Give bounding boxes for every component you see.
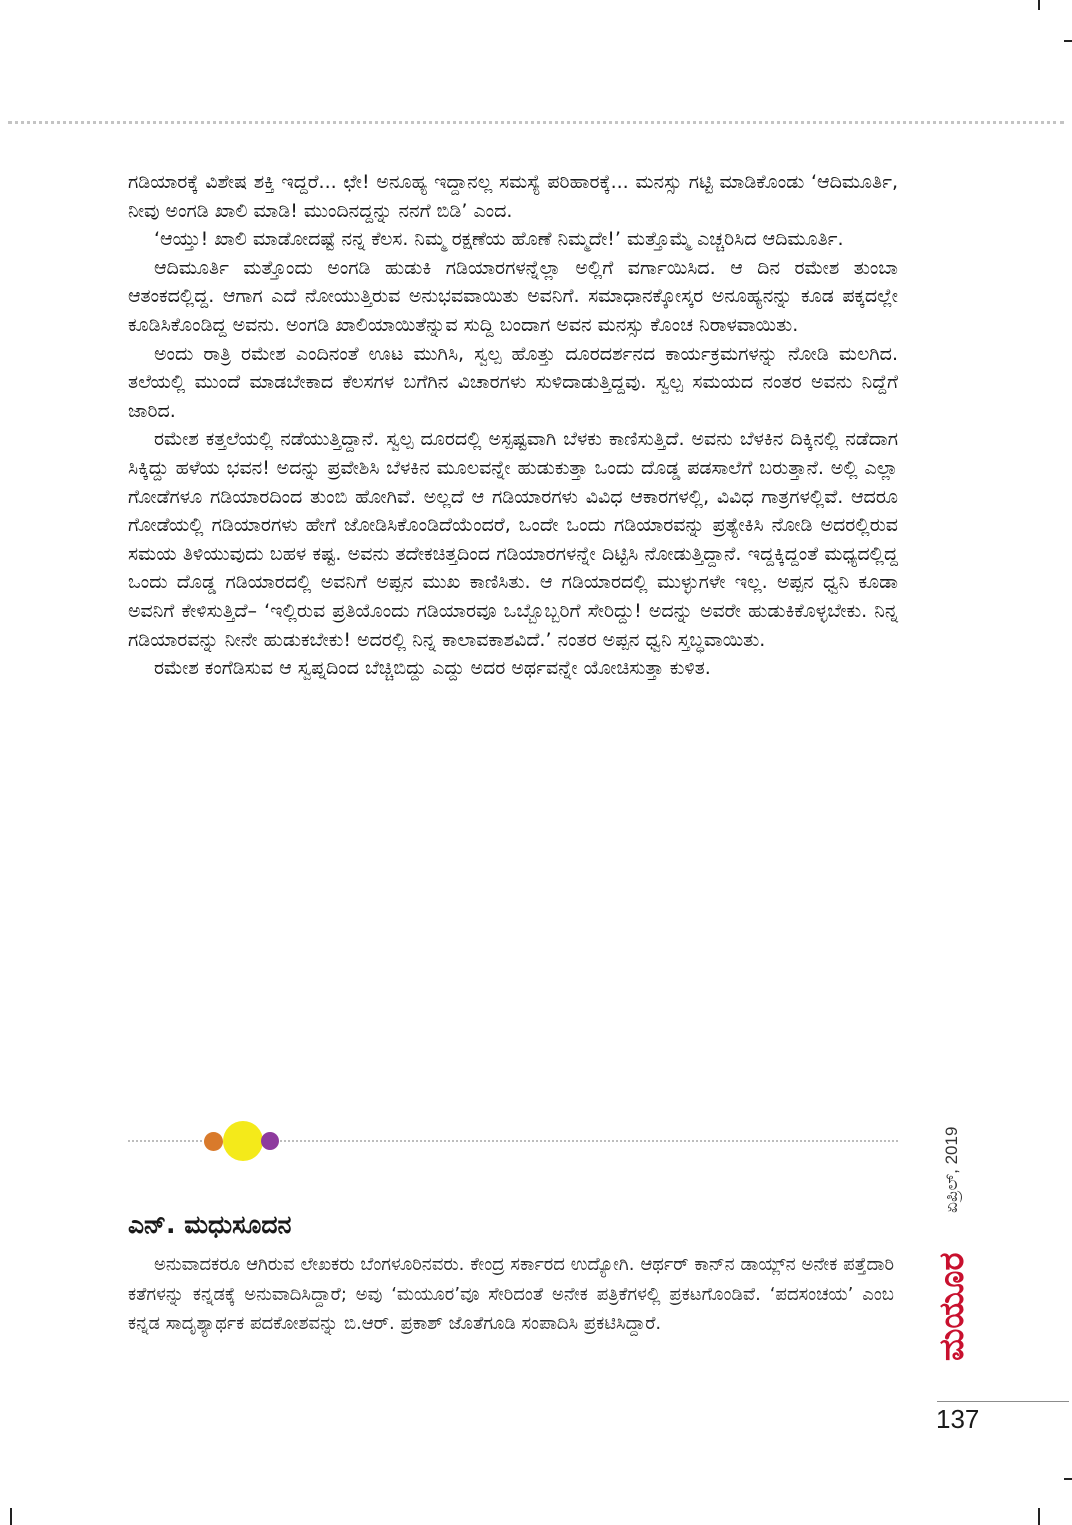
- story-paragraph: ‘ಆಯ್ತು! ಖಾಲಿ ಮಾಡೋದಷ್ಟೆ ನನ್ನ ಕೆಲಸ. ನಿಮ್ಮ ರಕ್ಷಣೆಯ ಹೊಣೆ ನಿಮ್ಮದೇ!’ ಮತ್ತೊಮ್ಮೆ ಎಚ್ಚರಿಸಿದ ಆದಿಮೂರ್ತಿ.: [154, 228, 844, 251]
- story-paragraph: ರಮೇಶ ಕಂಗೆಡಿಸುವ ಆ ಸ್ವಪ್ನದಿಂದ ಬೆಚ್ಚಿಬಿದ್ದು ಎದ್ದು ಅದರ ಅರ್ಥವನ್ನೇ ಯೋಚಿಸುತ್ತಾ ಕುಳಿತ.: [154, 657, 711, 680]
- crop-mark: [1064, 1478, 1072, 1480]
- story-body: [128, 168, 898, 683]
- author-name: ಎನ್. ಮಧುಸೂದನ: [128, 1210, 292, 1239]
- author-bio: ಅನುವಾದಕರೂ ಆಗಿರುವ ಲೇಖಕರು ಬೆಂಗಳೂರಿನವರು. ಕೇಂದ್ರ ಸರ್ಕಾರದ ಉದ್ಯೋಗಿ. ಆರ್ಥರ್ ಕಾನ್‌ನ ಡಾಯ್ಲ್‌ನ ಅನೇಕ ಪತ್ತೆದಾರಿ ಕತೆಗಳನ್ನು ಕನ್ನಡಕ್ಕೆ ಅನುವಾದಿಸಿದ್ದಾರೆ; ಅವು ‘ಮಯೂರ’ವೂ ಸೇರಿದಂತೆ ಅನೇಕ ಪತ್ರಿಕೆಗಳಲ್ಲಿ ಪ್ರಕಟಗೊಂಡಿವೆ. ‘ಪದಸಂಚಯ’ ಎಂಬ ಕನ್ನಡ ಸಾದೃಶ್ಯಾರ್ಥಕ ಪದಕೋಶವನ್ನು ಬಿ.ಆರ್. ಪ್ರಕಾಶ್ ಜೊತೆಗೂಡಿ ಸಂಪಾದಿಸಿ ಪ್ರಕಟಿಸಿದ್ದಾರೆ.: [128, 1254, 894, 1334]
- story-paragraph: ಅಂದು ರಾತ್ರಿ ರಮೇಶ ಎಂದಿನಂತೆ ಊಟ ಮುಗಿಸಿ, ಸ್ವಲ್ಪ ಹೊತ್ತು ದೂರದರ್ಶನದ ಕಾರ್ಯಕ್ರಮಗಳನ್ನು ನೋಡಿ ಮಲಗಿದ. ತಲೆಯಲ್ಲಿ ಮುಂದೆ ಮಾಡಬೇಕಾದ ಕೆಲಸಗಳ ಬಗೆಗಿನ ವಿಚಾರಗಳು ಸುಳಿದಾಡುತ್ತಿದ್ದವು. ಸ್ವಲ್ಪ ಸಮಯದ ನಂತರ ಅವನು ನಿದ್ದೆಗೆ ಜಾರಿದ.: [128, 342, 898, 422]
- crop-mark: [1064, 40, 1072, 42]
- purple-dot-ornament: [261, 1132, 279, 1150]
- story-paragraph: ಗಡಿಯಾರಕ್ಕೆ ವಿಶೇಷ ಶಕ್ತಿ ಇದ್ದರೆ... ಛೇ! ಅನೂಹ್ಯ ಇದ್ದಾನಲ್ಲ ಸಮಸ್ಯೆ ಪರಿಹಾರಕ್ಕೆ... ಮನಸ್ಸು ಗಟ್ಟಿ ಮಾಡಿಕೊಂಡು ‘ಆದಿಮೂರ್ತಿ, ನೀವು ಅಂಗಡಿ ಖಾಲಿ ಮಾಡಿ! ಮುಂದಿನದ್ದನ್ನು ನನಗೆ ಬಿಡಿ’ ಎಂದ.: [128, 171, 898, 222]
- top-dotted-rule: [8, 121, 1064, 124]
- issue-date: ಏಪ್ರಿಲ್, 2019: [942, 1126, 961, 1214]
- page-number: 137: [936, 1404, 980, 1434]
- crop-mark: [1038, 0, 1040, 10]
- orange-dot-ornament: [204, 1132, 223, 1151]
- story-paragraph: ಆದಿಮೂರ್ತಿ ಮತ್ತೊಂದು ಅಂಗಡಿ ಹುಡುಕಿ ಗಡಿಯಾರಗಳನ್ನೆಲ್ಲಾ ಅಲ್ಲಿಗೆ ವರ್ಗಾಯಿಸಿದ. ಆ ದಿನ ರಮೇಶ ತುಂಬಾ ಆತಂಕದಲ್ಲಿದ್ದ. ಆಗಾಗ ಎದೆ ನೋಯುತ್ತಿರುವ ಅನುಭವವಾಯಿತು ಅವನಿಗೆ. ಸಮಾಧಾನಕ್ಕೋಸ್ಕರ ಅನೂಹ್ಯನನ್ನು ಕೂಡ ಪಕ್ಕದಲ್ಲೇ ಕೂಡಿಸಿಕೊಂಡಿದ್ದ ಅವನು. ಅಂಗಡಿ ಖಾಲಿಯಾಯಿತೆನ್ನುವ ಸುದ್ದಿ ಬಂದಾಗ ಅವನ ಮನಸ್ಸು ಕೊಂಚ ನಿರಾಳವಾಯಿತು.: [128, 256, 898, 336]
- magazine-logo: ಮಯೂರ: [932, 1252, 972, 1362]
- story-paragraph: ರಮೇಶ ಕತ್ತಲೆಯಲ್ಲಿ ನಡೆಯುತ್ತಿದ್ದಾನೆ. ಸ್ವಲ್ಪ ದೂರದಲ್ಲಿ ಅಸ್ಪಷ್ಟವಾಗಿ ಬೆಳಕು ಕಾಣಿಸುತ್ತಿದೆ. ಅವನು ಬೆಳಕಿನ ದಿಕ್ಕಿನಲ್ಲಿ ನಡೆದಾಗ ಸಿಕ್ಕಿದ್ದು ಹಳೆಯ ಭವನ! ಅದನ್ನು ಪ್ರವೇಶಿಸಿ ಬೆಳಕಿನ ಮೂಲವನ್ನೇ ಹುಡುಕುತ್ತಾ ಒಂದು ದೊಡ್ಡ ಪಡಸಾಲೆಗೆ ಬರುತ್ತಾನೆ. ಅಲ್ಲಿ ಎಲ್ಲಾ ಗೋಡೆಗಳೂ ಗಡಿಯಾರದಿಂದ ತುಂಬಿ ಹೋಗಿವೆ. ಅಲ್ಲದೆ ಆ ಗಡಿಯಾರಗಳು ವಿವಿಧ ಆಕಾರಗಳಲ್ಲಿ, ವಿವಿಧ ಗಾತ್ರಗಳಲ್ಲಿವೆ. ಆದರೂ ಗೋಡೆಯಲ್ಲಿ ಗಡಿಯಾರಗಳು ಹೇಗೆ ಜೋಡಿಸಿಕೊಂಡಿದೆಯೆಂದರೆ, ಒಂದೇ ಒಂದು ಗಡಿಯಾರವನ್ನು ಪ್ರತ್ಯೇಕಿಸಿ ನೋಡಿ ಅದರಲ್ಲಿರುವ ಸಮಯ ತಿಳಿಯುವುದು ಬಹಳ ಕಷ್ಟ. ಅವನು ತದೇಕಚಿತ್ತದಿಂದ ಗಡಿಯಾರಗಳನ್ನೇ ದಿಟ್ಟಿಸಿ ನೋಡುತ್ತಿದ್ದಾನೆ. ಇದ್ದಕ್ಕಿದ್ದಂತೆ ಮಧ್ಯದಲ್ಲಿದ್ದ ಒಂದು ದೊಡ್ಡ ಗಡಿಯಾರದಲ್ಲಿ ಅವನಿಗೆ ಅಪ್ಪನ ಮುಖ ಕಾಣಿಸಿತು. ಆ ಗಡಿಯಾರದಲ್ಲಿ ಮುಳ್ಳುಗಳೇ ಇಲ್ಲ. ಅಪ್ಪನ ಧ್ವನಿ ಕೂಡಾ ಅವನಿಗೆ ಕೇಳಿಸುತ್ತಿದೆ– ‘ಇಲ್ಲಿರುವ ಪ್ರತಿಯೊಂದು ಗಡಿಯಾರವೂ ಒಬ್ಬೊಬ್ಬರಿಗೆ ಸೇರಿದ್ದು! ಅದನ್ನು ಅವರೇ ಹುಡುಕಿಕೊಳ್ಳಬೇಕು. ನಿನ್ನ ಗಡಿಯಾರವನ್ನು ನೀನೇ ಹುಡುಕಬೇಕು! ಅದರಲ್ಲಿ ನಿನ್ನ ಕಾಲಾವಕಾಶವಿದೆ.’ ನಂತರ ಅಪ್ಪನ ಧ್ವನಿ ಸ್ತಬ್ಧವಾಯಿತು.: [128, 428, 898, 651]
- crop-mark: [10, 1508, 12, 1525]
- crop-mark: [1038, 1508, 1040, 1525]
- section-divider: [128, 1120, 898, 1162]
- page-number-rule: [937, 1401, 1069, 1402]
- yellow-dot-ornament: [223, 1121, 263, 1161]
